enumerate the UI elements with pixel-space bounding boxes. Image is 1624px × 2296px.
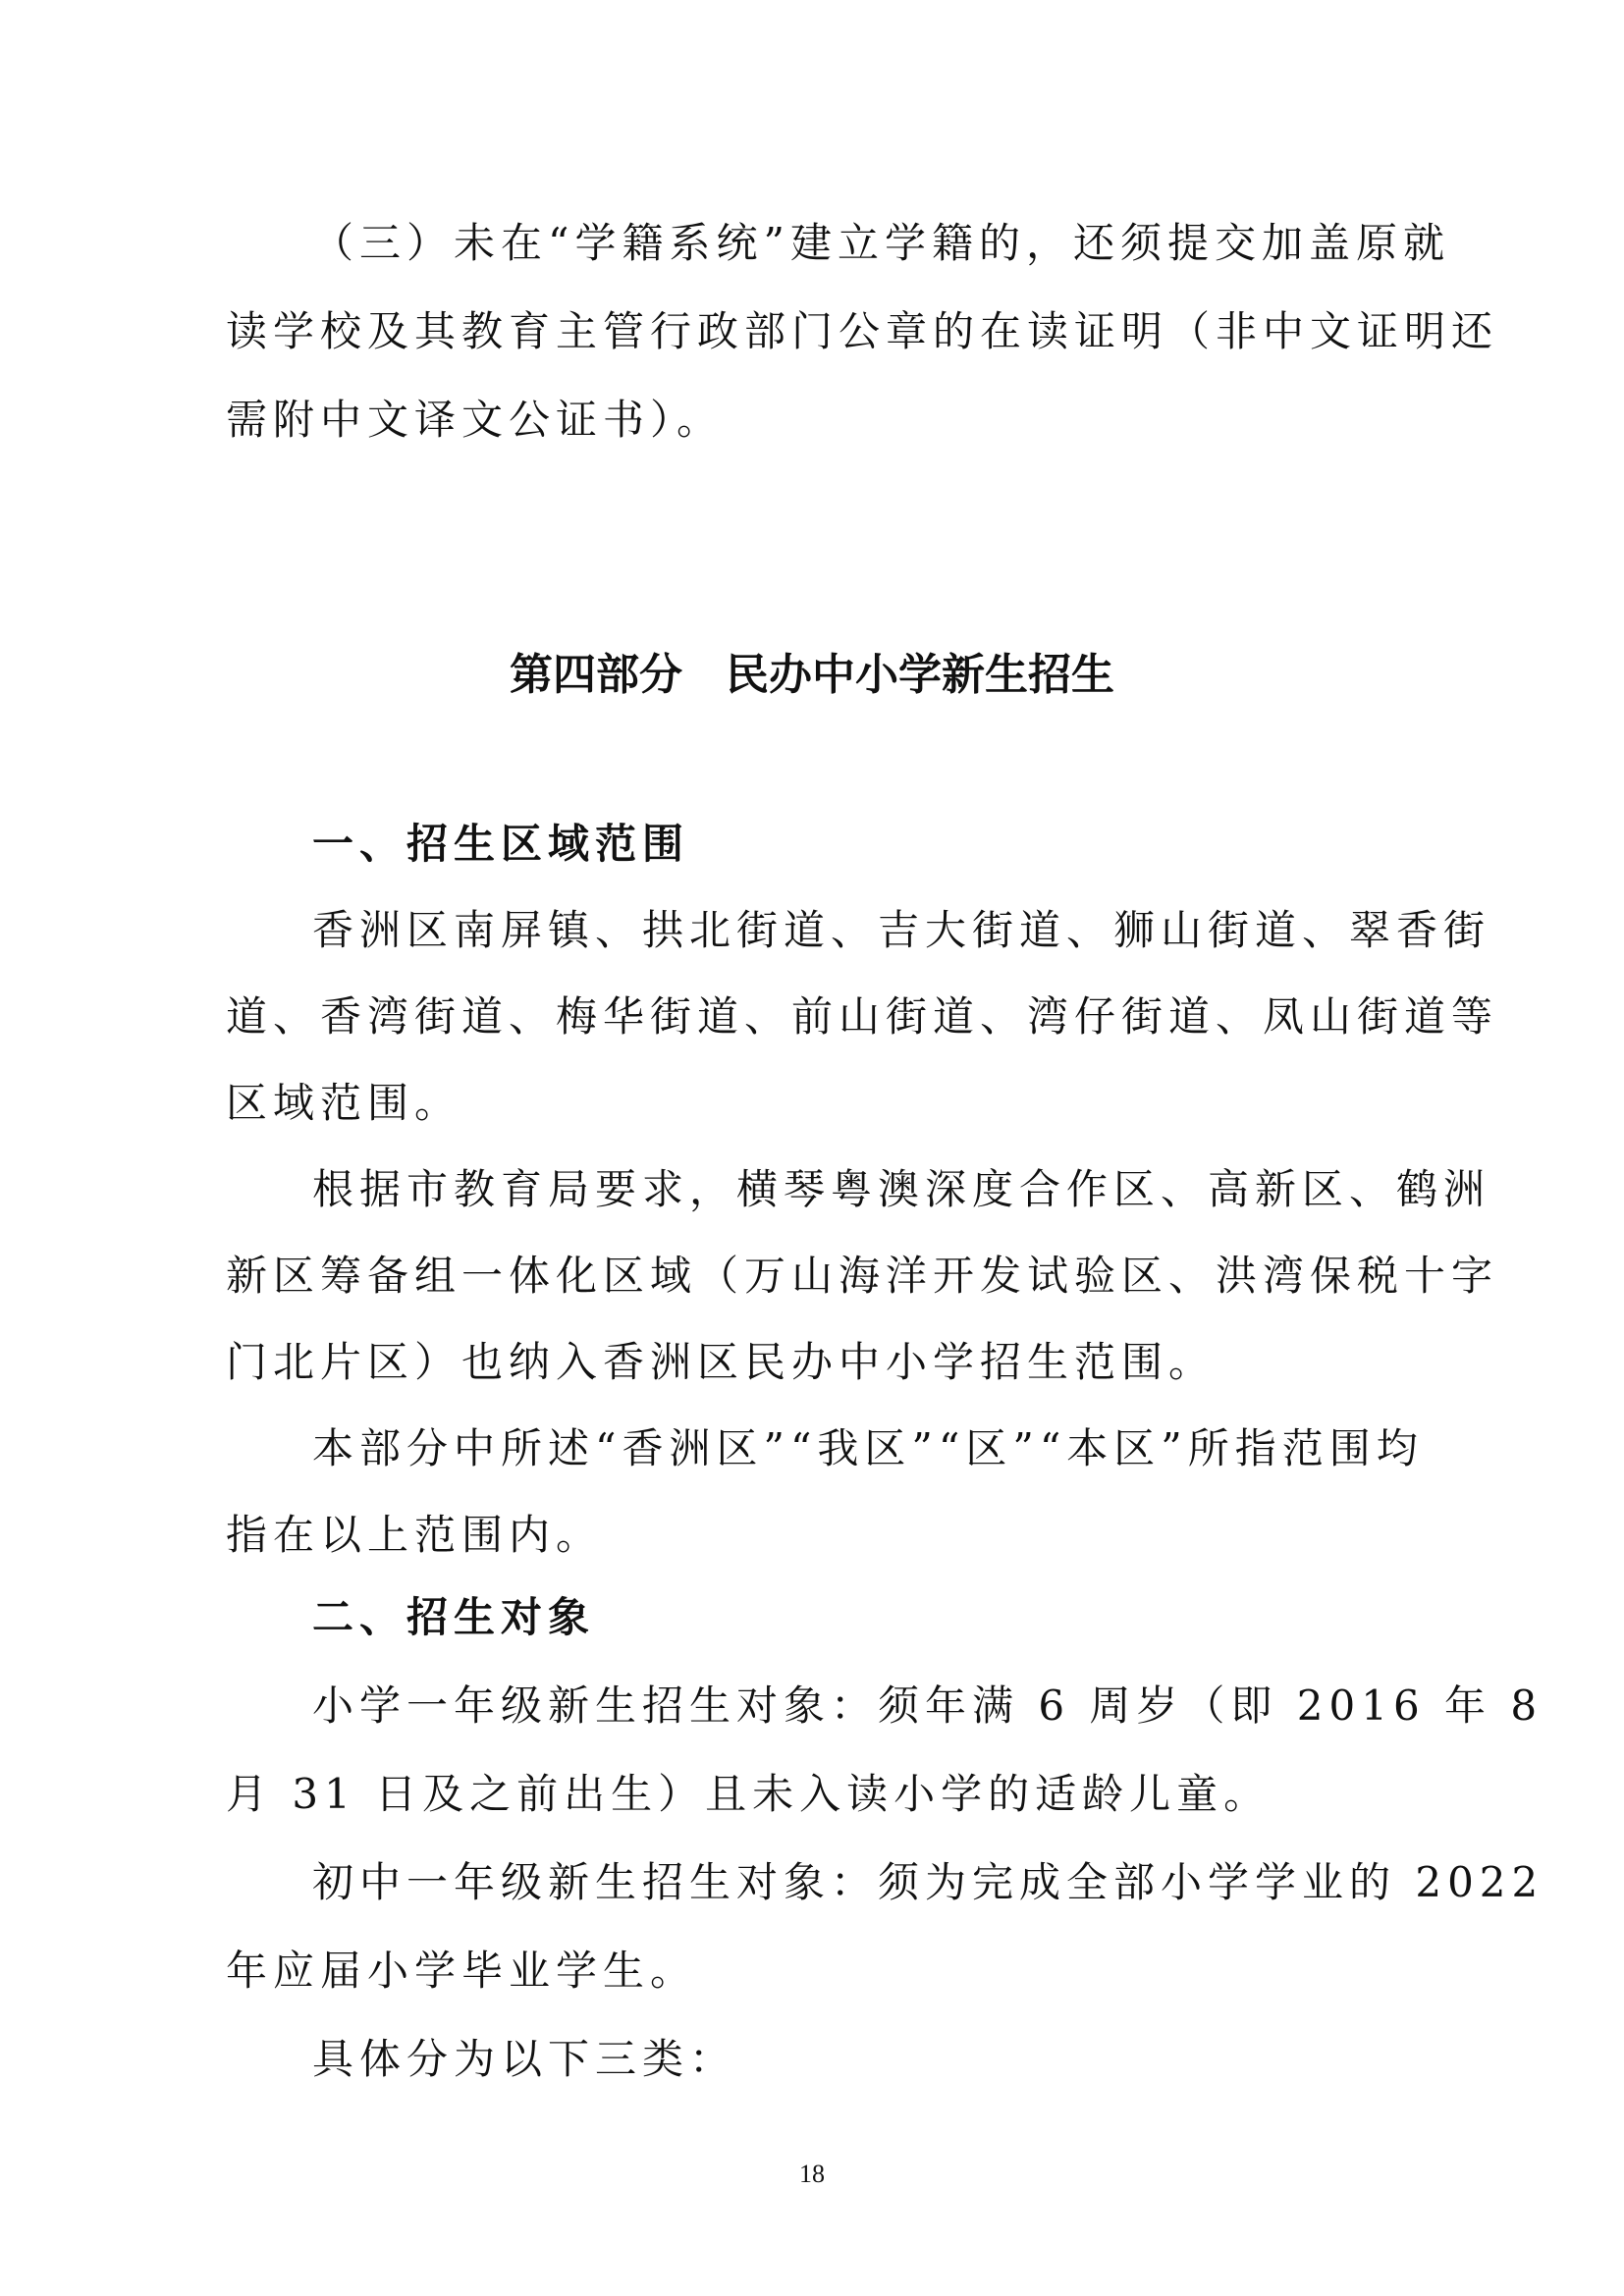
section-2-para-c-line-1: 具体分为以下三类： [312, 2035, 737, 2083]
section-1-para-a-line-3: 区域范围。 [226, 1079, 462, 1127]
section-2-para-a-line-2: 月 31 日及之前出生）且未入读小学的适龄儿童。 [226, 1770, 1272, 1818]
section-1-para-c-line-1: 本部分中所述“香洲区”“我区”“区”“本区”所指范围均 [312, 1424, 1424, 1472]
section-2-para-a-line-1: 小学一年级新生招生对象：须年满 6 周岁（即 2016 年 8 [312, 1682, 1543, 1730]
section-1-para-b-line-3: 门北片区）也纳入香洲区民办中小学招生范围。 [226, 1338, 1217, 1386]
part-title: 第四部分 民办中小学新生招生 [510, 650, 1114, 700]
section-1-para-b-line-2: 新区筹备组一体化区域（万山海洋开发试验区、洪湾保税十字 [226, 1252, 1499, 1300]
section-1-para-a-line-2: 道、香湾街道、梅华街道、前山街道、湾仔街道、凤山街道等 [226, 992, 1499, 1041]
section-1-para-a-line-1: 香洲区南屏镇、拱北街道、吉大街道、狮山街道、翠香街 [312, 906, 1491, 954]
section-1-para-b-line-1: 根据市教育局要求，横琴粤澳深度合作区、高新区、鹤洲 [312, 1165, 1491, 1213]
paragraph-3-line-1: （三）未在“学籍系统”建立学籍的，还须提交加盖原就 [312, 219, 1450, 267]
paragraph-3-line-2: 读学校及其教育主管行政部门公章的在读证明（非中文证明还 [226, 307, 1499, 355]
section-2-heading: 二、招生对象 [312, 1593, 596, 1641]
section-1-heading: 一、招生区域范围 [312, 820, 690, 868]
paragraph-3-line-3: 需附中文译文公证书）。 [226, 396, 725, 444]
page-number: 18 [799, 2160, 825, 2188]
section-1-para-c-line-2: 指在以上范围内。 [226, 1511, 604, 1559]
section-2-para-b-line-1: 初中一年级新生招生对象：须为完成全部小学学业的 2022 [312, 1858, 1544, 1906]
section-2-para-b-line-2: 年应届小学毕业学生。 [226, 1947, 698, 1995]
